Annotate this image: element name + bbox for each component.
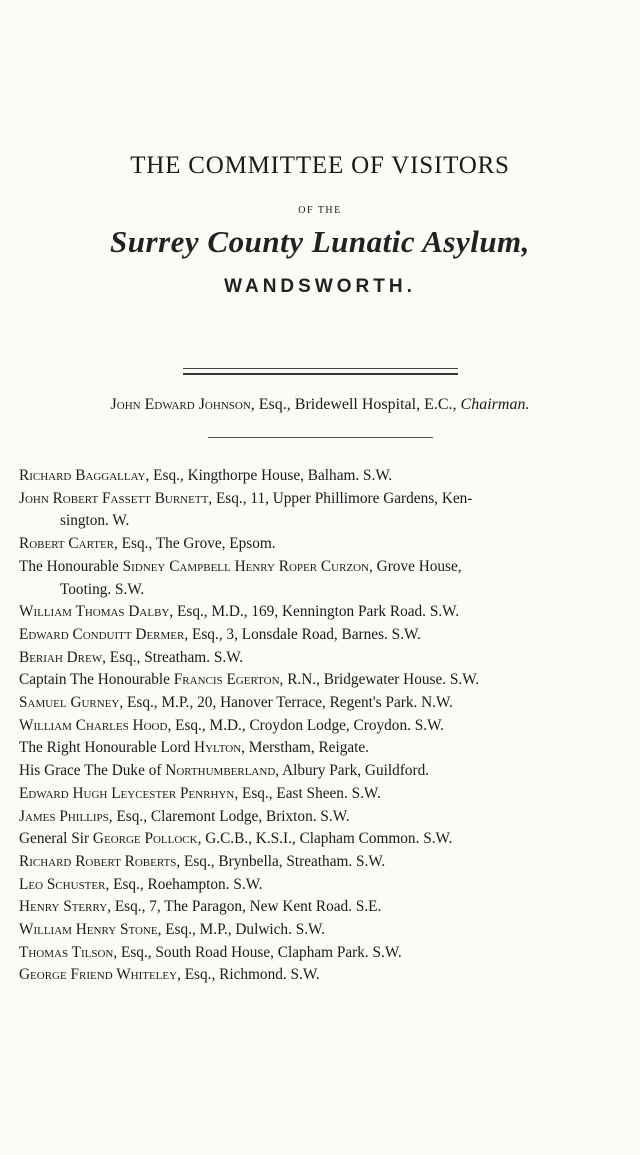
member-address: , Esq., M.D., 169, Kennington Park Road. S.W. — [169, 603, 460, 621]
member-entry — [19, 533, 631, 556]
member-entry — [19, 669, 631, 692]
member-name: Leo Schuster — [19, 875, 106, 893]
chairman-address: , Esq., Bridewell Hospital, E.C., — [250, 396, 461, 413]
member-address: , Esq., 7, The Paragon, New Kent Road. S.E. — [107, 898, 382, 916]
member-address: , Esq., 3, Lonsdale Road, Barnes. S.W. — [184, 625, 421, 643]
member-address-continuation: Tooting. S.W. — [60, 580, 145, 598]
member-address: , Esq., East Sheen. S.W. — [234, 784, 381, 802]
member-name: Thomas Tilson — [19, 943, 114, 961]
double-rule-divider — [183, 368, 458, 375]
member-name: Henry Sterry — [19, 898, 108, 916]
member-name: Richard Robert Roberts — [19, 852, 177, 870]
member-entry — [19, 942, 631, 965]
member-entry — [19, 828, 631, 851]
member-name: General Sir George Pollock — [19, 830, 198, 848]
member-address: , Esq., The Grove, Epsom. — [114, 535, 276, 553]
member-name: Robert Carter — [19, 535, 115, 553]
member-address: , Esq., Kingthorpe House, Balham. S.W. — [145, 467, 393, 484]
member-name: Beriah Drew — [19, 648, 103, 666]
member-address: , Esq., M.D., Croydon Lodge, Croydon. S.W. — [167, 716, 444, 734]
member-address: , Esq., Claremont Lodge, Brixton. S.W. — [108, 807, 350, 825]
member-address: , Albury Park, Guildford. — [275, 762, 430, 780]
member-address: , Grove House, — [369, 557, 462, 575]
member-entry — [19, 896, 631, 919]
member-entry — [19, 851, 631, 874]
of-the-line: OF THE — [298, 205, 342, 216]
single-rule-divider — [208, 437, 433, 438]
member-entry — [19, 624, 631, 647]
member-name: George Friend Whiteley — [19, 966, 178, 984]
member-name: William Henry Stone — [19, 921, 158, 939]
member-entry — [19, 760, 631, 783]
member-entry — [19, 919, 631, 942]
member-name: William Charles Hood — [19, 716, 168, 734]
member-address-continuation: sington. W. — [60, 512, 130, 530]
member-address: , Esq., South Road House, Clapham Park. S.W. — [113, 943, 402, 961]
member-address: , G.C.B., K.S.I., Clapham Common. S.W. — [197, 830, 453, 848]
member-address: , Esq., Brynbella, Streatham. S.W. — [176, 852, 386, 870]
member-entry — [19, 556, 631, 601]
member-name: The Right Honourable Lord Hylton — [19, 739, 242, 757]
member-entry — [19, 874, 631, 897]
member-name: Edward Hugh Leycester Penrhyn — [19, 784, 235, 802]
member-name: The Honourable Sidney Campbell Henry Roper Curzon — [19, 557, 370, 575]
member-entry — [19, 715, 631, 738]
member-address: , Esq., M.P., Dulwich. S.W. — [157, 921, 325, 939]
member-name: Samuel Gurney — [19, 694, 120, 712]
member-name: Richard Baggallay — [19, 467, 146, 484]
chairman-line — [0, 396, 640, 414]
member-address: , Esq., Roehampton. S.W. — [105, 875, 263, 893]
member-entry — [19, 647, 631, 670]
member-address: , Esq., M.P., 20, Hanover Terrace, Regent's Park. N.W. — [119, 694, 453, 712]
member-entry — [19, 737, 631, 760]
member-address: , Esq., Streatham. S.W. — [102, 648, 244, 666]
chairman-role: Chairman. — [460, 396, 530, 413]
member-address: , R.N., Bridgewater House. S.W. — [279, 671, 480, 689]
member-entry — [19, 964, 631, 987]
member-address: , Esq., Richmond. S.W. — [177, 966, 320, 984]
member-entry — [19, 692, 631, 715]
chairman-name: John Edward Johnson — [110, 396, 251, 413]
member-address: , Esq., 11, Upper Phillimore Gardens, Ken- — [208, 489, 473, 507]
member-entry — [19, 783, 631, 806]
member-entry — [19, 601, 631, 624]
page-title: THE COMMITTEE OF VISITORS — [130, 152, 510, 179]
member-entry — [19, 488, 631, 533]
member-entry — [19, 806, 631, 829]
member-address: , Merstham, Reigate. — [241, 739, 370, 757]
place-name: WANDSWORTH. — [224, 276, 416, 297]
members-list — [19, 465, 631, 987]
member-name: William Thomas Dalby — [19, 603, 170, 621]
member-name: His Grace The Duke of Northumberland — [19, 762, 276, 780]
member-name: Captain The Honourable Francis Egerton — [19, 671, 280, 689]
member-entry — [19, 465, 631, 488]
member-name: James Phillips — [19, 807, 109, 825]
member-name: John Robert Fassett Burnett — [19, 489, 209, 507]
member-name: Edward Conduitt Dermer — [19, 625, 185, 643]
institution-name: Surrey County Lunatic Asylum, — [110, 224, 530, 259]
